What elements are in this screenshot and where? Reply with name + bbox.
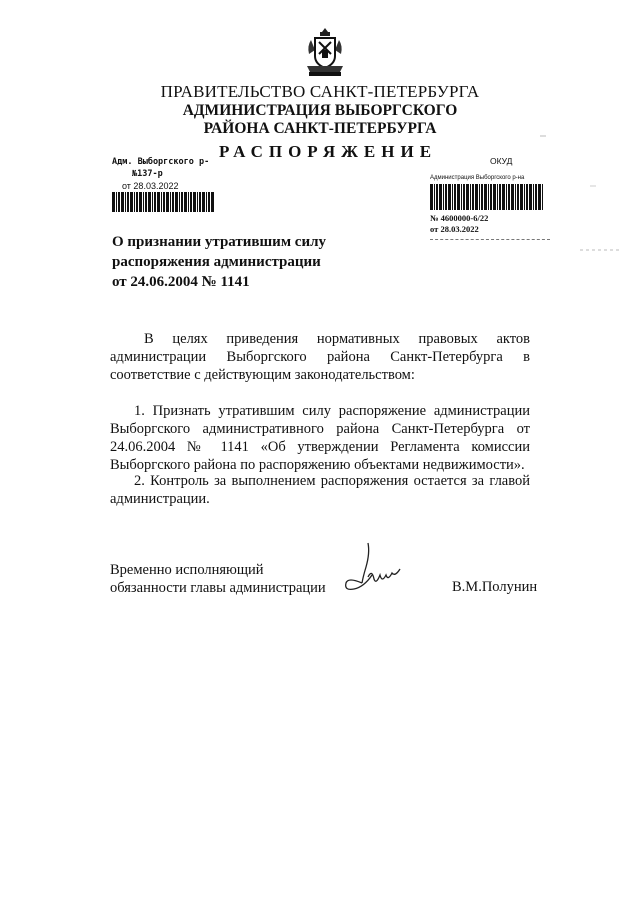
stamp-date: от 28.03.2022 xyxy=(122,181,179,191)
barcode-bar xyxy=(497,184,498,210)
barcode-bar xyxy=(434,184,435,210)
barcode-bar xyxy=(206,192,207,212)
position-line2: обязанности главы администрации xyxy=(110,580,326,596)
stamp-right-org: Администрация Выборгского р-на xyxy=(430,175,525,181)
position-line1: Временно исполняющий xyxy=(110,562,264,578)
barcode-bar xyxy=(157,192,160,212)
signatory-name: В.М.Полунин xyxy=(452,579,538,595)
barcode-bar xyxy=(488,184,489,210)
barcode-bar xyxy=(454,184,456,210)
scan-marks xyxy=(530,126,630,256)
preamble-paragraph: В целях приведения нормативных правовых актов администрации Выборгского района Санкт-Петербурга в соответствие с действующим законодательством: xyxy=(110,331,530,383)
barcode-bar xyxy=(143,192,144,212)
barcode-bar xyxy=(136,192,138,212)
stamp-number: №137-р xyxy=(132,169,163,179)
barcode-bar xyxy=(445,184,447,210)
barcode-bar xyxy=(193,192,196,212)
barcode-bar xyxy=(452,184,453,210)
barcode-bar xyxy=(520,184,523,210)
barcode-bar xyxy=(134,192,135,212)
barcode-bar xyxy=(515,184,516,210)
barcode-bar xyxy=(188,192,189,212)
barcode-bar xyxy=(202,192,205,212)
barcode-bar xyxy=(463,184,465,210)
barcode-bar xyxy=(161,192,162,212)
barcode-bar xyxy=(184,192,187,212)
subject-line1: О признании утратившим силу xyxy=(112,234,326,250)
barcode-bar xyxy=(208,192,210,212)
barcode-bar xyxy=(457,184,460,210)
signatory-position xyxy=(110,561,326,597)
barcode-bar xyxy=(199,192,201,212)
barcode-bar xyxy=(127,192,129,212)
barcode-bar xyxy=(461,184,462,210)
barcode-bar xyxy=(517,184,519,210)
barcode-bar xyxy=(439,184,442,210)
barcode-left xyxy=(112,192,242,212)
document-subject xyxy=(112,232,342,292)
barcode-bar xyxy=(130,192,133,212)
subject-line3: от 24.06.2004 № 1141 xyxy=(112,274,250,290)
barcode-bar xyxy=(118,192,120,212)
barcode-bar xyxy=(448,184,451,210)
barcode-bar xyxy=(502,184,505,210)
barcode-bar xyxy=(443,184,444,210)
order-item-2: 2. Контроль за выполнением распоряжения остается за главой администрации. xyxy=(110,473,530,507)
administration-header-line2: РАЙОНА САНКТ-ПЕТЕРБУРГА xyxy=(203,120,437,137)
stamp-org: Адм. Выборгского р- xyxy=(112,157,210,167)
stamp-right-date: от 28.03.2022 xyxy=(430,224,479,234)
barcode-bar xyxy=(163,192,165,212)
barcode-bar xyxy=(484,184,487,210)
barcode-bar xyxy=(475,184,478,210)
barcode-bar xyxy=(116,192,117,212)
barcode-bar xyxy=(524,184,525,210)
barcode-bar xyxy=(490,184,492,210)
barcode-bar xyxy=(493,184,496,210)
barcode-bar xyxy=(211,192,214,212)
barcode-bar xyxy=(148,192,151,212)
administration-header-line1: АДМИНИСТРАЦИЯ ВЫБОРГСКОГО xyxy=(182,102,458,119)
barcode-bar xyxy=(511,184,514,210)
barcode-bar xyxy=(481,184,483,210)
barcode-bar xyxy=(175,192,178,212)
coat-of-arms-icon xyxy=(303,26,347,78)
barcode-bar xyxy=(181,192,183,212)
barcode-bar xyxy=(430,184,433,210)
subject-line2: распоряжения администрации xyxy=(112,254,321,270)
stamp-right-number: № 4600000-6/22 xyxy=(430,213,489,223)
barcode-bar xyxy=(121,192,124,212)
barcode-bar xyxy=(154,192,156,212)
barcode-bar xyxy=(472,184,474,210)
barcode-bar xyxy=(470,184,471,210)
barcode-bar xyxy=(436,184,438,210)
barcode-bar xyxy=(179,192,180,212)
barcode-bar xyxy=(166,192,169,212)
barcode-bar xyxy=(499,184,501,210)
barcode-bar xyxy=(526,184,528,210)
registration-stamp-left xyxy=(112,156,242,212)
barcode-bar xyxy=(466,184,469,210)
barcode-bar xyxy=(197,192,198,212)
barcode-bar xyxy=(190,192,192,212)
barcode-bar xyxy=(125,192,126,212)
document-type-title: РАСПОРЯЖЕНИЕ xyxy=(218,142,438,161)
okud-label: ОКУД xyxy=(490,156,513,166)
barcode-bar xyxy=(145,192,147,212)
barcode-bar xyxy=(479,184,480,210)
barcode-bar xyxy=(508,184,510,210)
barcode-bar xyxy=(152,192,153,212)
handwritten-signature xyxy=(338,535,408,605)
barcode-bar xyxy=(172,192,174,212)
barcode-bar xyxy=(112,192,115,212)
government-header: ПРАВИТЕЛЬСТВО САНКТ-ПЕТЕРБУРГА xyxy=(160,82,480,101)
barcode-bar xyxy=(170,192,171,212)
barcode-bar xyxy=(506,184,507,210)
order-item-1: 1. Признать утратившим силу распоряжение администрации Выборгского административного района Санкт-Петербурга от 24.06.2004 № 1141 «Об утверждении Регламента комиссии Выборгского района по распоряжению объектами недвижимости». xyxy=(110,403,530,473)
barcode-bar xyxy=(139,192,142,212)
